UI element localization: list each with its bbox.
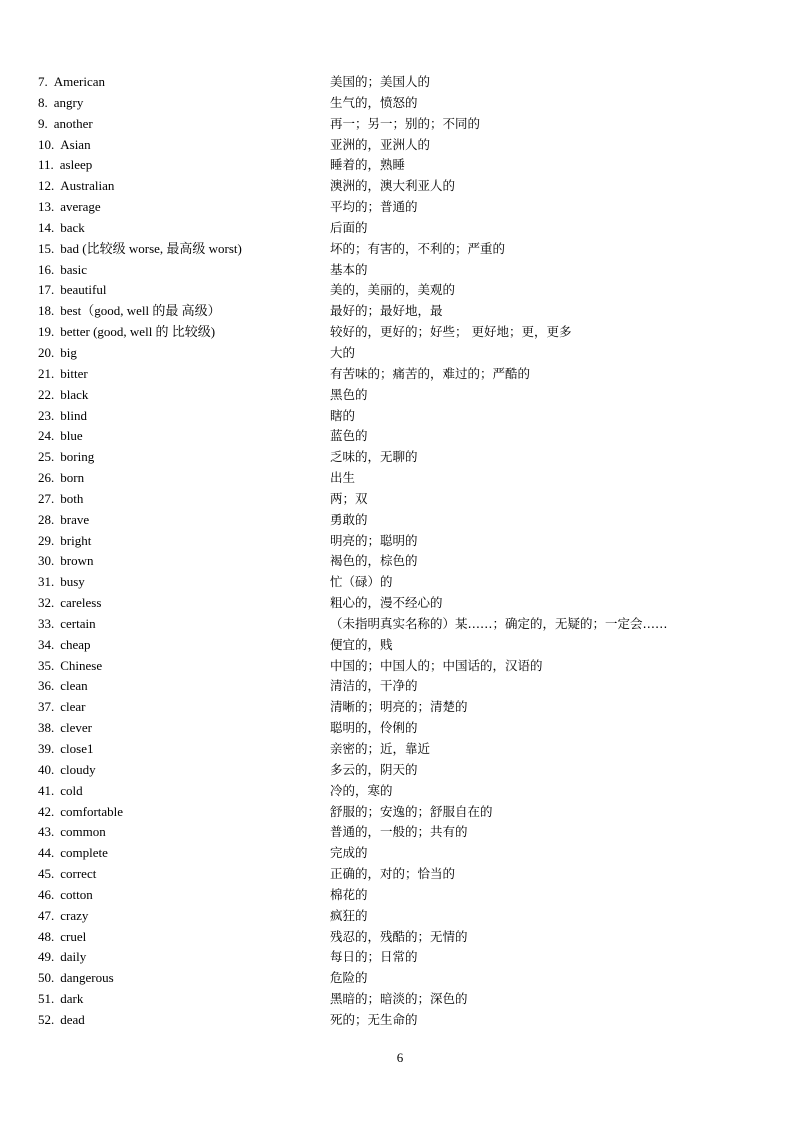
vocab-row <box>38 510 778 531</box>
entry-meaning: 最好的；最好地，最 <box>330 303 443 319</box>
entry-word: close1 <box>60 741 94 756</box>
vocab-english <box>38 718 330 739</box>
vocab-row <box>38 239 778 260</box>
entry-word: complete <box>60 845 108 861</box>
entry-word: blue <box>60 428 83 444</box>
vocab-row <box>38 551 778 572</box>
vocab-row <box>38 989 778 1010</box>
entry-number: 12. <box>38 178 55 194</box>
vocab-row <box>38 718 778 739</box>
entry-word: best（good, well 的最 高级） <box>60 303 221 319</box>
entry-meaning: 蓝色的 <box>330 428 368 444</box>
vocab-row <box>38 260 778 281</box>
vocab-row <box>38 280 778 301</box>
entry-number: 36. <box>38 678 55 694</box>
vocab-english <box>38 239 330 260</box>
entry-meaning: 危险的 <box>330 970 368 986</box>
entry-word: cheap <box>60 636 91 652</box>
vocab-row <box>38 155 778 176</box>
entry-meaning: 普通的，一般的；共有的 <box>330 824 468 840</box>
vocab-english <box>38 489 330 510</box>
vocab-english <box>38 406 330 427</box>
vocab-english <box>38 114 330 135</box>
entry-number: 31. <box>38 574 55 590</box>
entry-word: careless <box>60 595 102 611</box>
entry-meaning: 后面的 <box>330 219 368 235</box>
entry-word: cloudy <box>60 761 96 777</box>
entry-number: 32. <box>38 595 55 611</box>
vocab-english <box>38 656 330 677</box>
vocab-english <box>38 572 330 593</box>
entry-word: cruel <box>60 928 87 944</box>
vocab-row <box>38 364 778 385</box>
vocab-row <box>38 885 778 906</box>
entry-number: 35. <box>38 657 55 673</box>
entry-number: 45. <box>38 866 55 882</box>
entry-number: 49. <box>38 949 55 965</box>
entry-word: born <box>60 470 85 486</box>
entry-meaning: 完成的 <box>330 845 368 861</box>
entry-number: 44. <box>38 845 55 861</box>
entry-meaning: 残忍的，残酷的；无情的 <box>330 928 468 944</box>
entry-number: 30. <box>38 553 55 569</box>
entry-meaning: 忙（碌）的 <box>330 574 393 590</box>
vocab-english <box>38 280 330 301</box>
entry-word: clear <box>60 699 86 715</box>
entry-word: cotton <box>60 886 93 902</box>
vocab-english <box>38 697 330 718</box>
vocab-row <box>38 822 778 843</box>
entry-word: average <box>60 199 101 215</box>
vocab-english <box>38 176 330 197</box>
vocab-row <box>38 635 778 656</box>
entry-number: 23. <box>38 407 55 423</box>
vocab-row <box>38 135 778 156</box>
entry-number: 7. <box>38 74 48 89</box>
vocab-english <box>38 301 330 322</box>
entry-word: crazy <box>60 907 89 923</box>
entry-word: clever <box>60 720 93 736</box>
entry-meaning: 冷的，寒的 <box>330 782 393 798</box>
entry-meaning: 美国的；美国人的 <box>330 74 431 89</box>
entry-meaning: 舒服的；安逸的；舒服自在的 <box>330 803 493 819</box>
page-number: 6 <box>396 1050 404 1065</box>
entry-number: 22. <box>38 386 55 402</box>
entry-number: 16. <box>38 261 55 277</box>
entry-meaning: 睡着的，熟睡 <box>330 157 406 173</box>
vocab-english <box>38 593 330 614</box>
vocab-english <box>38 989 330 1010</box>
entry-word: American <box>53 74 106 89</box>
vocab-row <box>38 385 778 406</box>
entry-word: asleep <box>59 157 93 173</box>
entry-meaning: 两；双 <box>330 490 368 506</box>
entry-meaning: 较好的，更好的；好些； 更好地；更，更多 <box>330 324 572 340</box>
entry-number: 48. <box>38 928 55 944</box>
vocab-row <box>38 301 778 322</box>
entry-meaning: 再一；另一；别的；不同的 <box>330 115 481 131</box>
entry-word: Chinese <box>60 657 103 673</box>
vocab-row <box>38 218 778 239</box>
vocab-row <box>38 927 778 948</box>
vocab-english <box>38 197 330 218</box>
entry-word: clean <box>60 678 88 694</box>
entry-number: 21. <box>38 365 55 381</box>
vocab-english <box>38 135 330 156</box>
entry-number: 13. <box>38 199 55 215</box>
vocab-row <box>38 531 778 552</box>
entry-word: Asian <box>60 136 91 152</box>
entry-word: brown <box>60 553 94 569</box>
entry-word: both <box>60 490 84 506</box>
entry-meaning: 坏的；有害的，不利的；严重的 <box>330 240 506 256</box>
vocab-row <box>38 489 778 510</box>
entry-meaning: 基本的 <box>330 261 368 277</box>
entry-number: 51. <box>38 991 55 1007</box>
entry-number: 19. <box>38 324 55 340</box>
entry-word: comfortable <box>60 803 124 819</box>
entry-meaning: 美的，美丽的，美观的 <box>330 282 456 298</box>
entry-number: 34. <box>38 636 55 652</box>
entry-word: daily <box>60 949 87 965</box>
entry-meaning: （未指明真实名称的）某……；确定的，无疑的；一定会…… <box>330 615 668 631</box>
vocab-english <box>38 531 330 552</box>
vocab-english <box>38 864 330 885</box>
entry-word: dead <box>60 1011 85 1027</box>
vocab-english <box>38 760 330 781</box>
entry-number: 24. <box>38 428 55 444</box>
vocab-english <box>38 155 330 176</box>
vocab-english <box>38 93 330 114</box>
vocab-row <box>38 697 778 718</box>
vocab-english <box>38 739 330 760</box>
entry-meaning: 清晰的；明亮的；清楚的 <box>330 699 468 715</box>
vocab-row <box>38 843 778 864</box>
entry-number: 29. <box>38 532 55 548</box>
entry-number: 37. <box>38 699 55 715</box>
vocab-english <box>38 260 330 281</box>
entry-number: 28. <box>38 511 55 527</box>
vocab-english <box>38 906 330 927</box>
entry-word: bright <box>60 532 92 548</box>
vocab-row <box>38 676 778 697</box>
entry-number: 18. <box>38 303 55 319</box>
vocab-english <box>38 1010 330 1031</box>
entry-word: beautiful <box>60 282 107 298</box>
vocab-row <box>38 802 778 823</box>
vocab-row <box>38 656 778 677</box>
vocab-english <box>38 927 330 948</box>
entry-number: 40. <box>38 761 55 777</box>
vocab-english <box>38 510 330 531</box>
entry-meaning: 大的 <box>330 344 356 360</box>
entry-number: 39. <box>38 741 55 756</box>
entry-meaning: 粗心的，漫不经心的 <box>330 595 443 611</box>
entry-number: 25. <box>38 449 55 465</box>
entry-word: Australian <box>60 178 115 194</box>
entry-word: better (good, well 的 比较级) <box>60 324 216 340</box>
entry-meaning: 便宜的，贱 <box>330 636 393 652</box>
vocab-english <box>38 322 330 343</box>
vocab-row <box>38 426 778 447</box>
vocab-row <box>38 197 778 218</box>
entry-word: dangerous <box>60 970 114 986</box>
entry-word: busy <box>60 574 85 590</box>
entry-meaning: 出生 <box>330 470 356 486</box>
entry-word: brave <box>60 511 90 527</box>
vocab-row <box>38 447 778 468</box>
vocab-row <box>38 614 778 635</box>
vocab-english <box>38 614 330 635</box>
vocab-english <box>38 781 330 802</box>
entry-number: 50. <box>38 970 55 986</box>
entry-word: bitter <box>60 365 88 381</box>
entry-number: 41. <box>38 782 55 798</box>
entry-meaning: 黑暗的；暗淡的；深色的 <box>330 991 468 1007</box>
entry-meaning: 勇敢的 <box>330 511 368 527</box>
vocab-row <box>38 572 778 593</box>
entry-number: 9. <box>38 115 48 131</box>
entry-meaning: 有苦味的；痛苦的，难过的；严酷的 <box>330 365 531 381</box>
entry-word: boring <box>60 449 95 465</box>
vocab-english <box>38 343 330 364</box>
entry-word: cold <box>60 782 83 798</box>
vocab-english <box>38 885 330 906</box>
vocab-english <box>38 635 330 656</box>
entry-meaning: 乏味的，无聊的 <box>330 449 418 465</box>
entry-meaning: 褐色的，棕色的 <box>330 553 418 569</box>
entry-number: 8. <box>38 94 48 110</box>
entry-number: 47. <box>38 907 55 923</box>
vocab-english <box>38 447 330 468</box>
vocab-row <box>38 114 778 135</box>
entry-meaning: 棉花的 <box>330 886 368 902</box>
vocab-row <box>38 781 778 802</box>
entry-word: dark <box>60 991 84 1007</box>
vocab-english <box>38 968 330 989</box>
entry-meaning: 清洁的，干净的 <box>330 678 418 694</box>
entry-meaning: 疯狂的 <box>330 907 368 923</box>
vocab-english <box>38 551 330 572</box>
entry-number: 52. <box>38 1011 55 1027</box>
entry-number: 38. <box>38 720 55 736</box>
entry-meaning: 亚洲的，亚洲人的 <box>330 136 431 152</box>
vocab-row <box>38 906 778 927</box>
vocab-row <box>38 593 778 614</box>
vocab-row <box>38 72 778 93</box>
vocab-english <box>38 364 330 385</box>
entry-number: 46. <box>38 886 55 902</box>
vocab-english <box>38 385 330 406</box>
vocab-english <box>38 468 330 489</box>
entry-number: 26. <box>38 470 55 486</box>
vocab-english <box>38 822 330 843</box>
entry-word: blind <box>60 407 87 423</box>
entry-word: another <box>53 115 93 131</box>
entry-meaning: 正确的，对的；恰当的 <box>330 866 456 882</box>
entry-number: 20. <box>38 344 55 360</box>
vocab-english <box>38 72 330 93</box>
entry-meaning: 生气的，愤怒的 <box>330 94 418 110</box>
entry-meaning: 中国的；中国人的；中国话的，汉语的 <box>330 657 543 673</box>
vocab-english <box>38 676 330 697</box>
entry-meaning: 亲密的；近，靠近 <box>330 741 431 756</box>
vocab-english <box>38 843 330 864</box>
entry-number: 14. <box>38 219 55 235</box>
entry-meaning: 明亮的；聪明的 <box>330 532 418 548</box>
entry-number: 10. <box>38 136 55 152</box>
vocab-row <box>38 739 778 760</box>
vocab-row <box>38 864 778 885</box>
entry-number: 33. <box>38 615 55 631</box>
entry-word: big <box>60 344 77 360</box>
entry-word: common <box>60 824 106 840</box>
vocab-english <box>38 218 330 239</box>
entry-meaning: 每日的；日常的 <box>330 949 418 965</box>
vocab-row <box>38 760 778 781</box>
vocab-row <box>38 93 778 114</box>
entry-meaning: 瞎的 <box>330 407 356 423</box>
entry-word: bad (比较级 worse, 最高级 worst) <box>60 240 242 256</box>
entry-word: basic <box>60 261 87 277</box>
entry-number: 11. <box>38 157 54 173</box>
entry-word: correct <box>60 866 97 882</box>
vocabulary-list <box>38 72 778 1031</box>
entry-number: 42. <box>38 803 55 819</box>
entry-word: back <box>60 219 85 235</box>
entry-word: angry <box>53 94 84 110</box>
entry-number: 17. <box>38 282 55 298</box>
entry-number: 27. <box>38 490 55 506</box>
entry-meaning: 平均的；普通的 <box>330 199 418 215</box>
vocab-row <box>38 406 778 427</box>
vocab-row <box>38 343 778 364</box>
entry-meaning: 死的；无生命的 <box>330 1011 418 1027</box>
entry-meaning: 多云的，阴天的 <box>330 761 418 777</box>
entry-word: certain <box>60 615 96 631</box>
entry-meaning: 黑色的 <box>330 386 368 402</box>
entry-meaning: 澳洲的，澳大利亚人的 <box>330 178 456 194</box>
entry-number: 15. <box>38 240 55 256</box>
vocab-row <box>38 1010 778 1031</box>
entry-number: 43. <box>38 824 55 840</box>
entry-meaning: 聪明的，伶俐的 <box>330 720 418 736</box>
vocab-row <box>38 968 778 989</box>
vocab-row <box>38 176 778 197</box>
vocab-english <box>38 802 330 823</box>
vocab-row <box>38 947 778 968</box>
vocab-english <box>38 426 330 447</box>
vocab-english <box>38 947 330 968</box>
vocab-row <box>38 322 778 343</box>
vocab-row <box>38 468 778 489</box>
entry-word: black <box>60 386 89 402</box>
